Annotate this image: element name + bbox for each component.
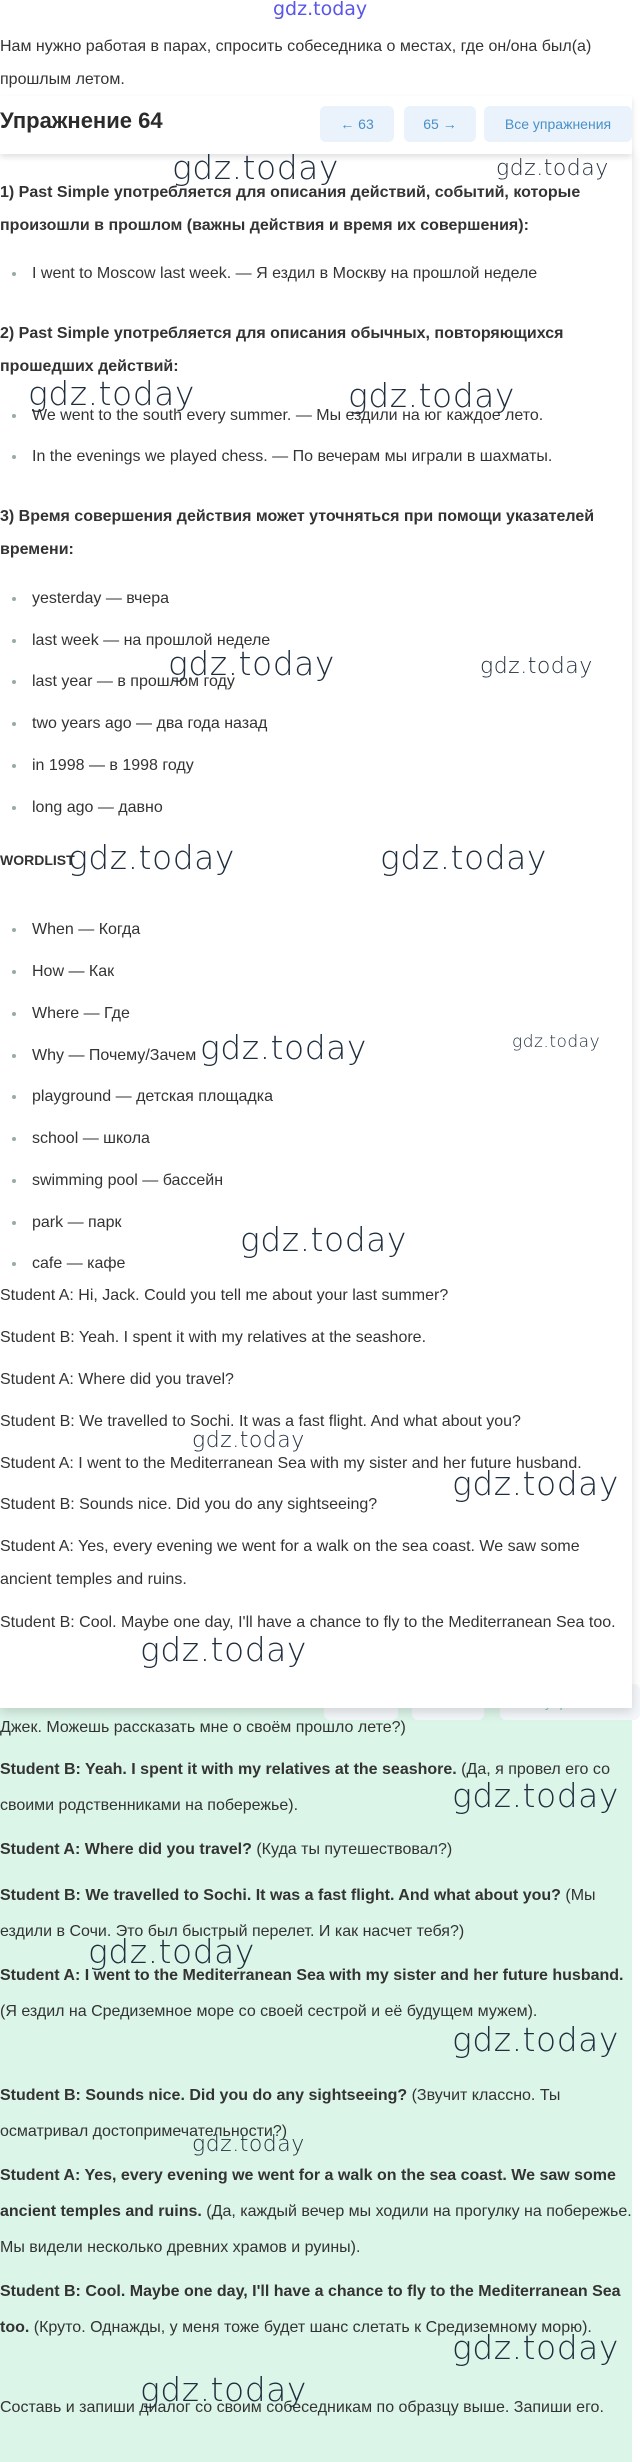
watermark: gdz.today (140, 1630, 307, 1669)
watermark: gdz.today (348, 376, 515, 415)
next-exercise-button[interactable]: 65 → (404, 106, 476, 142)
translation-line: Student B: Cool. Maybe one day, I'll have a chance to fly to the Mediterranean Sea too. (Круто. Однажды, у меня тоже будет шанс слетать к Средиземному морю). (0, 2283, 621, 2336)
watermark: gdz.today (480, 654, 593, 679)
watermark: gdz.today (192, 1428, 305, 1453)
watermark: gdz.today (172, 148, 339, 187)
watermark: gdz.today (88, 1932, 255, 1971)
solution-card: 1) Past Simple употребляется для описания действий, событий, которые произошли в прошлом (важны действия и время их совершения): I went to Moscow last week. — Я ездил в Москву на прошлой неделе 2) Past Simple употребляется для описания обычных, повторяющихся прошедших действий: We went to the south every summer. — Мы ездили на юг каждое лето. In the evenings we played chess. — По вечерам мы играли в шахматы. 3) Время совершения действия может уточняться при помощи указателей времени: yesterday — вчера last week — на прошлой неделе last year — в прошлом году two years ago — два года назад in 1998 — в 1998 году long ago — давно WORDLIST When — Когда How — Как Where — Где Why — Почему/Зачем playground — детская площадка school — школа swimming pool — бассейн park — парк cafe — кафе Student A: Hi, Jack. Could you tell me about your last summer? Student B: Yeah. I spent it with my relatives at the seashore. Student A: Where did you travel? Student B: We travelled to Sochi. It was a fast flight. And what about you? Student A: I went to the Mediterranean Sea with my sister and her future husband. Student B: Sounds nice. Did you do any sightseeing? Student A: Yes, every evening we went for a walk on the sea coast. We saw some ancient temples and ruins. Student B: Cool. Maybe one day, I'll have a chance to fly to the Mediterranean Sea too. (0, 150, 632, 1708)
task-text: Нам нужно работая в парах, спросить собеседника о местах, где он/она был(а) прошлым летом. (0, 38, 592, 88)
rule-2-title: 2) Past Simple употребляется для описания обычных, повторяющихся прошедших действий: (0, 325, 564, 375)
rule-3-title: 3) Время совершения действия может уточняться при помощи указателей времени: (0, 508, 595, 558)
watermark: gdz.today (452, 2020, 619, 2059)
dialogue-line: Student A: Where did you travel? (0, 1371, 234, 1388)
watermark: gdz.today (68, 838, 235, 877)
watermark: gdz.today (380, 838, 547, 877)
dialogue-line: Student B: We travelled to Sochi. It was a fast flight. And what about you? (0, 1413, 521, 1430)
watermark: gdz.today (28, 374, 195, 413)
watermark: gdz.today (240, 1220, 407, 1259)
watermark: gdz.today (452, 2328, 619, 2367)
exercise-header (0, 96, 632, 154)
all-exercises-button[interactable]: Все упражнения (484, 106, 632, 142)
watermark: gdz.today (496, 156, 609, 181)
prev-exercise-button[interactable]: ← 63 (320, 106, 394, 142)
dialogue-line: Student B: Yeah. I spent it with my relatives at the seashore. (0, 1329, 427, 1346)
dialogue-line: Student A: Hi, Jack. Could you tell me about your last summer? (0, 1287, 449, 1304)
watermark: gdz.today (192, 2132, 305, 2157)
watermark: gdz.today (140, 2370, 307, 2409)
translation-line: Student B: Yeah. I spent it with my relatives at the seashore. (Да, я провел его со своими родственниками на побережье). (0, 1761, 610, 1814)
dialogue-line: Student A: I went to the Mediterranean Sea with my sister and her future husband. (0, 1455, 582, 1472)
translation-line: Джек. Можешь рассказать мне о своём прошло лете?) (0, 1719, 406, 1736)
rule-1-title: 1) Past Simple употребляется для описания действий, событий, которые произошли в прошлом (важны действия и время их совершения): (0, 184, 581, 234)
translation-line: Student B: We travelled to Sochi. It was a fast flight. And what about you? (Мы ездили в Сочи. Это был быстрый перелет. И как насчет тебя?) (0, 1887, 596, 1940)
watermark: gdz.today (452, 1464, 619, 1503)
watermark: gdz.today (452, 1776, 619, 1815)
dialogue-line: Student B: Sounds nice. Did you do any sightseeing? (0, 1496, 378, 1513)
watermark: gdz.today (512, 1032, 601, 1052)
wordlist-title: WORDLIST (0, 852, 75, 868)
translation-line: Student A: I went to the Mediterranean Sea with my sister and her future husband. (Я ездил на Средиземное море со своей сестрой и её будущем мужем). (0, 1967, 624, 2020)
dialogue-line: Student A: Yes, every evening we went for a walk on the sea coast. We saw some ancient temples and ruins. (0, 1538, 580, 1588)
final-task-text: Составь и запиши диалог со своим собеседникам по образцу выше. Запиши его. (0, 2399, 604, 2416)
watermark: gdz.today (200, 1028, 367, 1067)
dialogue-line: Student B: Cool. Maybe one day, I'll have a chance to fly to the Mediterranean Sea too. (0, 1614, 616, 1631)
page-title: Упражнение 64 (0, 108, 163, 133)
translation-line: Student B: Sounds nice. Did you do any sightseeing? (Звучит классно. Ты осматривал достопримечательности?) (0, 2087, 561, 2140)
arrow-right-icon: → (438, 116, 457, 132)
translation-line: Student A: Yes, every evening we went for a walk on the sea coast. We saw some ancient temples and ruins. (Да, каждый вечер мы ходили на прогулку на побережье. Мы видели несколько древних храмов и руины). (0, 2167, 632, 2256)
translation-line: Student A: Where did you travel? (Куда ты путешествовал?) (0, 1841, 453, 1858)
watermark: gdz.today (168, 644, 335, 683)
arrow-left-icon: ← (340, 116, 359, 132)
site-logo[interactable]: gdz.today (273, 0, 368, 20)
